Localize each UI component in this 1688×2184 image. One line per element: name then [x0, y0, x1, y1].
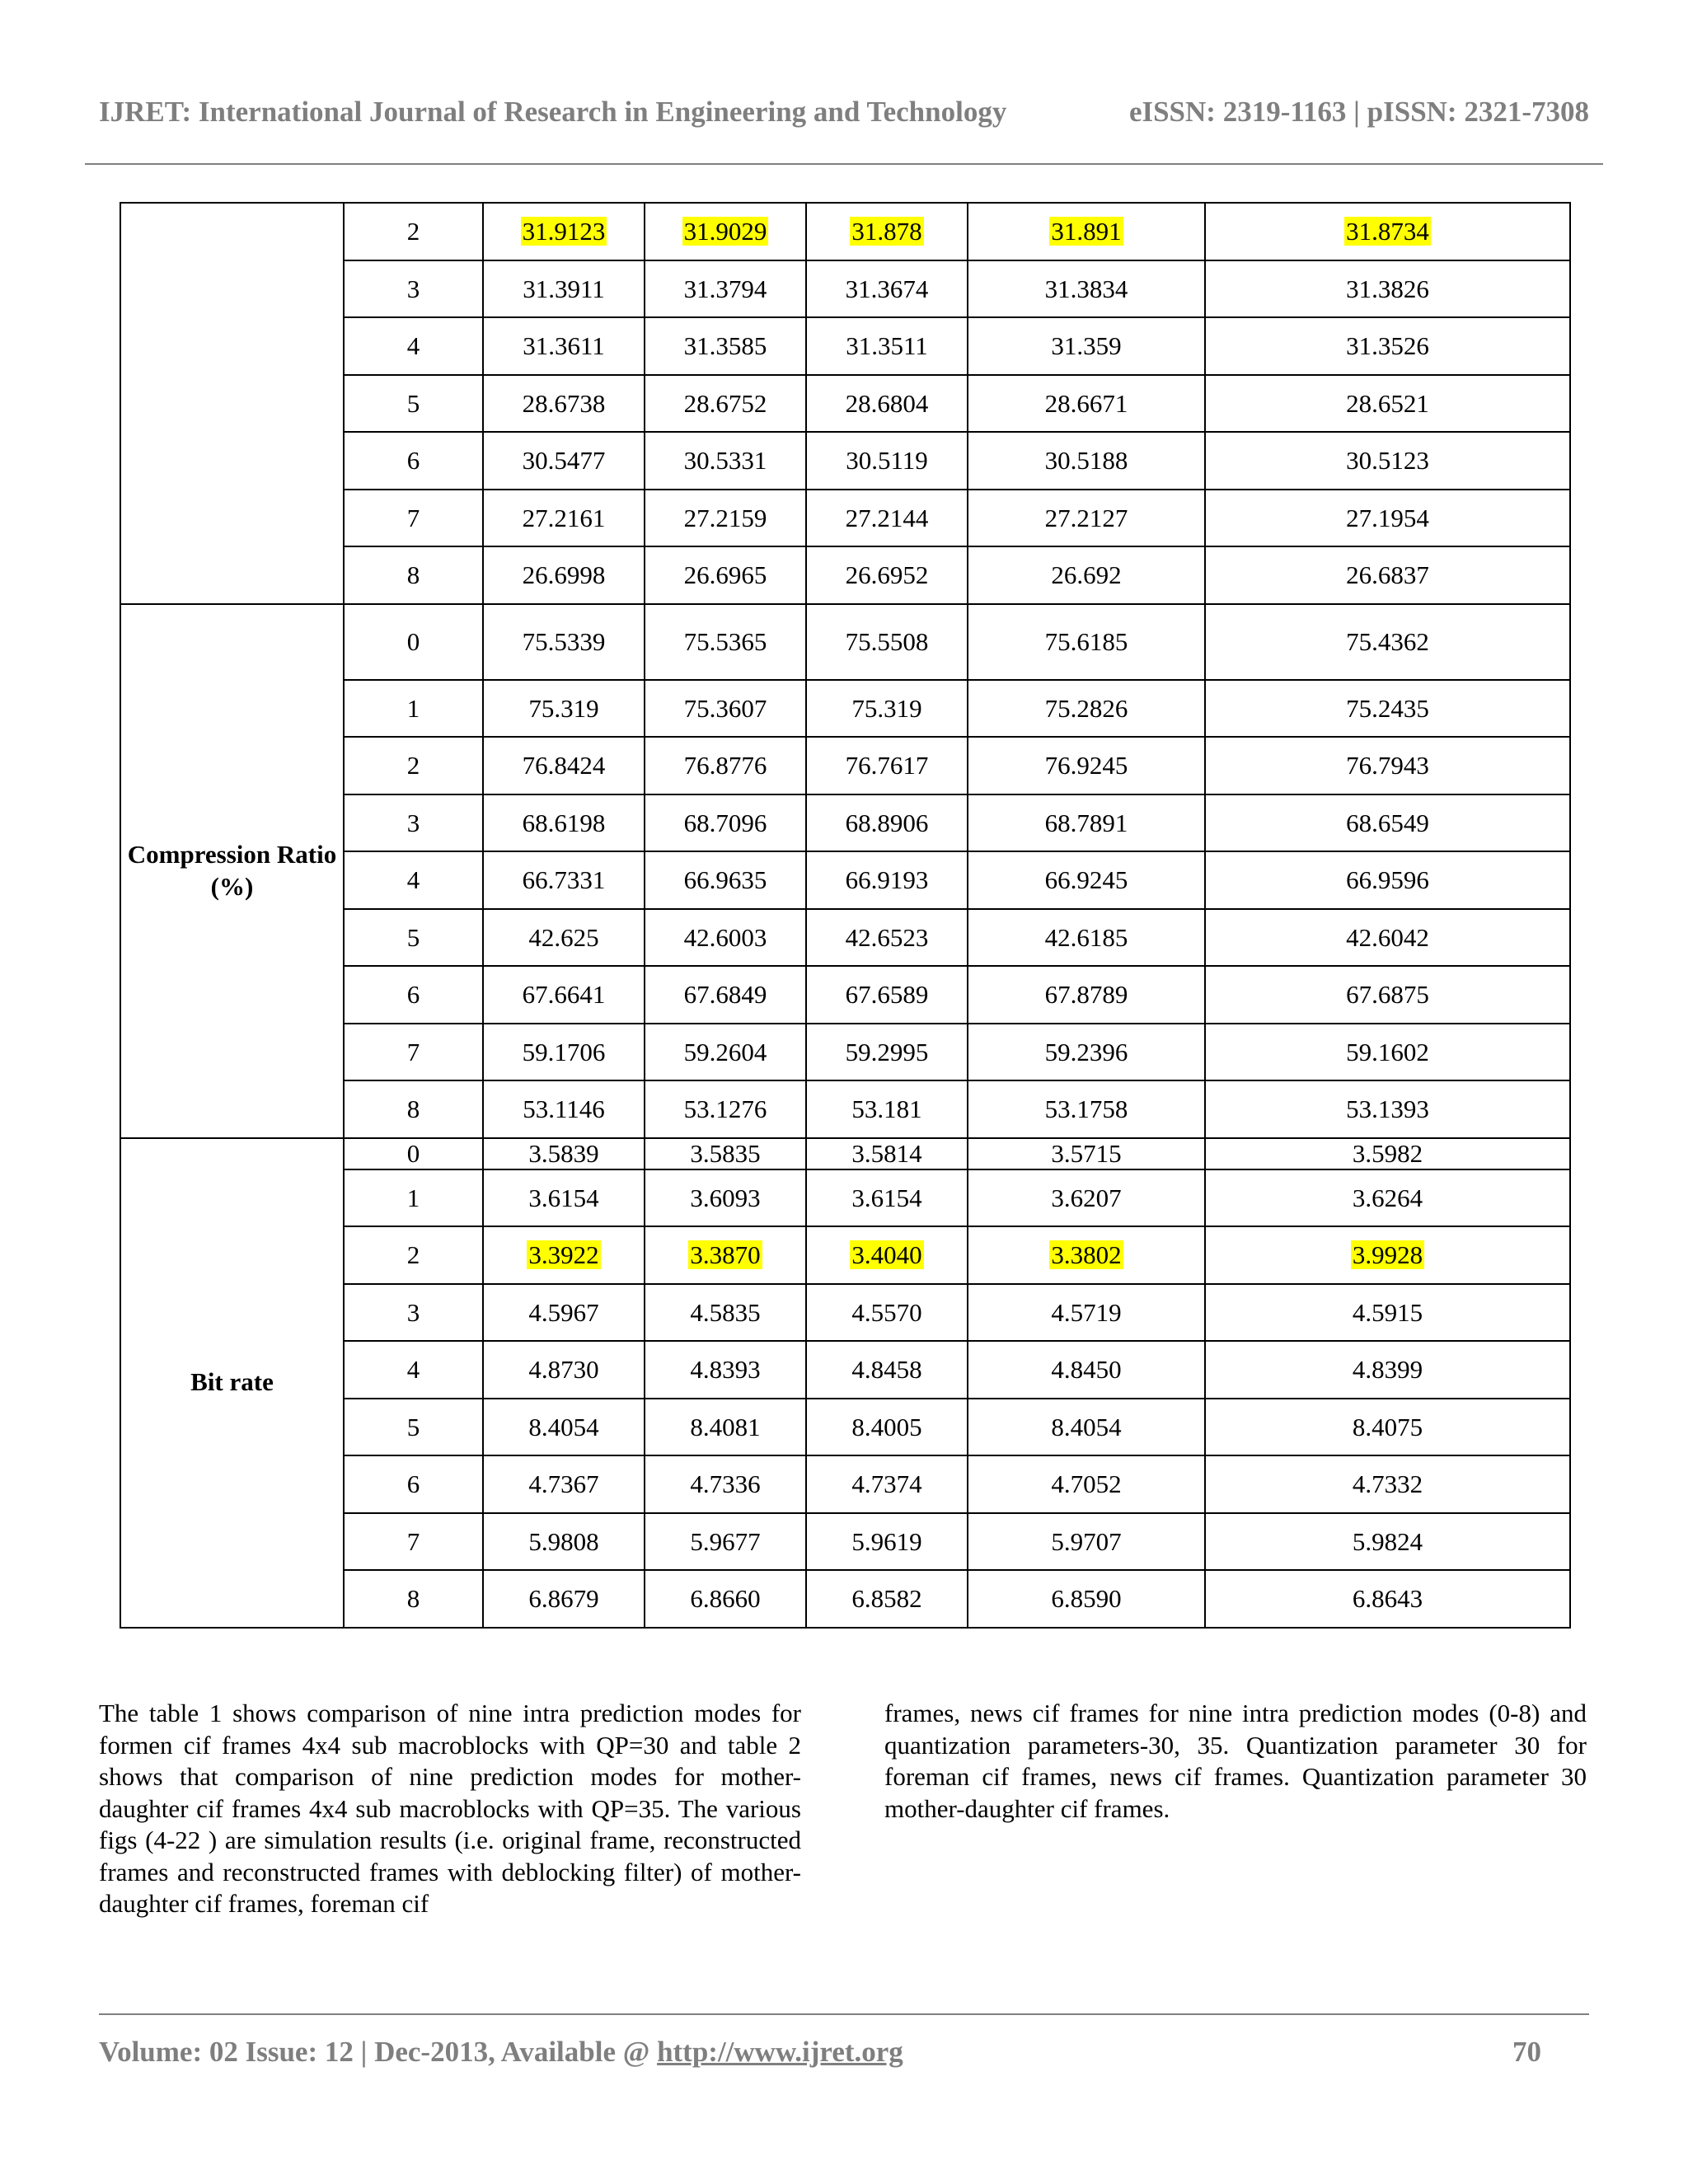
value-text: 4.7374 [851, 1469, 922, 1499]
value-cell [483, 1080, 645, 1138]
mode-cell: 3 [344, 794, 483, 852]
value-text: 75.2435 [1346, 693, 1429, 723]
value-text: 31.891 [1051, 217, 1122, 246]
value-text: 27.2127 [1044, 503, 1128, 532]
mode-cell: 4 [344, 317, 483, 375]
value-cell [968, 1080, 1205, 1138]
value-cell [806, 737, 968, 794]
value-text: 5.9808 [528, 1526, 599, 1556]
mode-cell: 2 [344, 1226, 483, 1284]
value-text: 30.5123 [1346, 446, 1429, 476]
mode-cell: 7 [344, 1024, 483, 1081]
value-text: 4.7332 [1352, 1469, 1423, 1499]
mode-cell: 3 [344, 1284, 483, 1342]
value-text: 26.6837 [1346, 560, 1429, 590]
value-cell [483, 490, 645, 547]
value-cell [806, 1513, 968, 1571]
value-text: 67.6849 [683, 980, 767, 1010]
value-cell [1205, 260, 1570, 318]
value-cell [483, 604, 645, 680]
value-cell [483, 1341, 645, 1399]
value-text: 28.6521 [1346, 388, 1429, 418]
value-cell [806, 203, 968, 260]
value-cell [645, 851, 806, 909]
value-cell [1205, 604, 1570, 680]
value-cell [806, 375, 968, 433]
value-text: 42.6042 [1346, 922, 1429, 952]
value-text: 76.8776 [683, 751, 767, 780]
value-cell [806, 1226, 968, 1284]
value-text: 67.6589 [845, 980, 929, 1010]
value-cell [968, 1455, 1205, 1513]
value-text: 66.9193 [845, 865, 929, 895]
value-cell [968, 1169, 1205, 1227]
value-cell [806, 490, 968, 547]
value-cell [645, 1080, 806, 1138]
value-cell [483, 1169, 645, 1227]
value-text: 3.5715 [1051, 1139, 1122, 1168]
value-cell [968, 432, 1205, 490]
value-text: 75.2826 [1044, 693, 1128, 723]
value-cell [645, 317, 806, 375]
value-cell [645, 1399, 806, 1456]
value-cell [1205, 1138, 1570, 1169]
value-cell [806, 1455, 968, 1513]
value-cell [1205, 1226, 1570, 1284]
results-table [120, 202, 1571, 1629]
mode-cell: 3 [344, 260, 483, 318]
value-text: 31.8734 [1346, 217, 1429, 246]
value-text: 31.3834 [1044, 274, 1128, 303]
mode-cell: 5 [344, 1399, 483, 1456]
value-text: 75.3607 [683, 693, 767, 723]
value-text: 31.3526 [1346, 331, 1429, 361]
value-cell [968, 490, 1205, 547]
body-text-right-column: frames, news cif frames for nine intra prediction modes (0-8) and quantization parameters-30, 35. Quantization parameter 30 for foreman cif frames, news cif frames. Quantization parameter 30 mother-daughter cif frames. [884, 1699, 1587, 1823]
mode-cell: 8 [344, 1080, 483, 1138]
value-text: 53.1758 [1044, 1094, 1128, 1124]
value-text: 31.9123 [522, 217, 606, 246]
value-cell [968, 1399, 1205, 1456]
parameter-cell: Bit rate [120, 1138, 344, 1628]
mode-cell: 4 [344, 1341, 483, 1399]
value-cell [968, 1341, 1205, 1399]
issn-info: eISSN: 2319-1163 | pISSN: 2321-7308 [1128, 96, 1589, 128]
value-text: 5.9707 [1051, 1526, 1122, 1556]
value-cell [1205, 1341, 1570, 1399]
value-cell [483, 851, 645, 909]
value-text: 3.5835 [690, 1139, 761, 1168]
value-cell [806, 1341, 968, 1399]
value-cell [645, 1169, 806, 1227]
value-text: 3.6154 [528, 1183, 599, 1212]
value-cell [645, 1138, 806, 1169]
value-text: 26.692 [1051, 560, 1122, 590]
value-cell [483, 1226, 645, 1284]
value-cell [806, 604, 968, 680]
value-cell [645, 909, 806, 967]
value-text: 3.3870 [690, 1240, 761, 1270]
value-cell [1205, 737, 1570, 794]
mode-cell: 1 [344, 1169, 483, 1227]
value-text: 4.5719 [1051, 1297, 1122, 1327]
value-cell [806, 794, 968, 852]
value-cell [483, 1455, 645, 1513]
value-text: 4.8399 [1352, 1355, 1423, 1385]
value-cell [806, 317, 968, 375]
value-text: 4.8393 [690, 1355, 761, 1385]
value-cell [968, 604, 1205, 680]
value-cell [1205, 1024, 1570, 1081]
value-text: 76.8424 [522, 751, 606, 780]
value-cell [1205, 1284, 1570, 1342]
value-text: 76.7943 [1346, 751, 1429, 780]
value-cell [1205, 490, 1570, 547]
value-cell [1205, 680, 1570, 738]
value-cell [645, 737, 806, 794]
value-cell [483, 909, 645, 967]
value-cell [806, 432, 968, 490]
value-text: 68.6549 [1346, 808, 1429, 837]
value-cell [968, 375, 1205, 433]
value-cell [645, 1024, 806, 1081]
value-text: 4.5915 [1352, 1297, 1423, 1327]
value-text: 67.8789 [1044, 980, 1128, 1010]
value-cell [483, 375, 645, 433]
value-text: 4.8450 [1051, 1355, 1122, 1385]
value-text: 31.878 [851, 217, 922, 246]
value-cell [645, 966, 806, 1024]
journal-link[interactable]: http://www.ijret.org [657, 2036, 903, 2068]
value-text: 6.8660 [690, 1584, 761, 1614]
value-cell [1205, 851, 1570, 909]
value-cell [645, 490, 806, 547]
value-text: 31.359 [1051, 331, 1122, 361]
value-cell [483, 260, 645, 318]
value-cell [968, 1024, 1205, 1081]
value-text: 75.6185 [1044, 627, 1128, 656]
mode-cell: 7 [344, 490, 483, 547]
value-cell [645, 1341, 806, 1399]
value-cell [968, 794, 1205, 852]
value-text: 31.3794 [683, 274, 767, 303]
value-cell [645, 794, 806, 852]
value-cell [483, 432, 645, 490]
mode-cell: 7 [344, 1513, 483, 1571]
value-cell [1205, 794, 1570, 852]
value-text: 6.8582 [851, 1584, 922, 1614]
value-cell [645, 432, 806, 490]
value-cell [806, 1284, 968, 1342]
value-text: 6.8643 [1352, 1584, 1423, 1614]
value-text: 28.6804 [845, 388, 929, 418]
value-text: 76.7617 [845, 751, 929, 780]
value-text: 26.6965 [683, 560, 767, 590]
mode-cell: 0 [344, 1138, 483, 1169]
value-cell [645, 1226, 806, 1284]
value-cell [645, 203, 806, 260]
mode-cell: 6 [344, 432, 483, 490]
value-cell [968, 1570, 1205, 1628]
value-cell [1205, 1169, 1570, 1227]
value-cell [806, 680, 968, 738]
value-text: 66.9245 [1044, 865, 1128, 895]
value-cell [483, 317, 645, 375]
value-cell [806, 909, 968, 967]
value-cell [968, 317, 1205, 375]
value-cell [1205, 966, 1570, 1024]
page-number: 70 [1512, 2036, 1541, 2068]
value-cell [1205, 1455, 1570, 1513]
value-text: 59.1602 [1346, 1037, 1429, 1066]
value-cell [1205, 1570, 1570, 1628]
value-text: 4.7052 [1051, 1469, 1122, 1499]
value-text: 31.3911 [523, 274, 605, 303]
value-cell [806, 1024, 968, 1081]
value-text: 42.6523 [845, 922, 929, 952]
value-cell [645, 1455, 806, 1513]
value-text: 6.8590 [1051, 1584, 1122, 1614]
value-cell [483, 680, 645, 738]
mode-cell: 8 [344, 1570, 483, 1628]
value-text: 75.4362 [1346, 627, 1429, 656]
value-cell [645, 546, 806, 604]
value-cell [806, 546, 968, 604]
value-text: 26.6998 [522, 560, 606, 590]
value-text: 8.4054 [528, 1412, 599, 1441]
value-cell [483, 1513, 645, 1571]
value-text: 53.181 [851, 1094, 922, 1124]
value-cell [968, 546, 1205, 604]
value-cell [1205, 909, 1570, 967]
mode-cell: 6 [344, 1455, 483, 1513]
value-cell [806, 1169, 968, 1227]
value-text: 59.1706 [522, 1037, 606, 1066]
body-text-left-column: The table 1 shows comparison of nine intra prediction modes for formen cif frames 4x4 sub macroblocks with QP=30 and table 2 shows that comparison of nine prediction modes for mother-daughter cif frames 4x4 sub macroblocks with QP=35. The various figs (4-22 ) are simulation results (i.e. original frame, reconstructed frames and reconstructed frames with deblocking filter) of mother-daughter cif frames, foreman cif [99, 1699, 801, 1918]
value-text: 8.4081 [690, 1412, 761, 1441]
value-text: 31.3511 [846, 331, 928, 361]
value-text: 31.3585 [683, 331, 767, 361]
value-text: 75.5339 [522, 627, 606, 656]
value-text: 75.319 [851, 693, 922, 723]
value-text: 30.5119 [846, 446, 928, 476]
value-text: 31.3674 [845, 274, 929, 303]
value-text: 31.3611 [523, 331, 605, 361]
value-text: 30.5477 [522, 446, 606, 476]
mode-cell: 2 [344, 203, 483, 260]
value-cell [645, 260, 806, 318]
value-cell [806, 260, 968, 318]
value-text: 27.2159 [683, 503, 767, 532]
value-text: 3.6264 [1352, 1183, 1423, 1212]
mode-cell: 2 [344, 737, 483, 794]
value-cell [483, 966, 645, 1024]
value-text: 66.7331 [522, 865, 606, 895]
page-header [99, 96, 1589, 145]
value-cell [645, 1284, 806, 1342]
value-cell [483, 1284, 645, 1342]
value-text: 67.6875 [1346, 980, 1429, 1010]
mode-cell: 1 [344, 680, 483, 738]
value-cell [806, 1080, 968, 1138]
value-text: 53.1146 [523, 1094, 605, 1124]
value-cell [483, 1024, 645, 1081]
value-text: 75.5365 [683, 627, 767, 656]
value-text: 8.4075 [1352, 1412, 1423, 1441]
value-text: 3.4040 [851, 1240, 922, 1270]
value-cell [968, 909, 1205, 967]
value-cell [968, 260, 1205, 318]
value-text: 4.7336 [690, 1469, 761, 1499]
value-cell [483, 1399, 645, 1456]
value-text: 31.3826 [1346, 274, 1429, 303]
value-text: 5.9677 [690, 1526, 761, 1556]
value-cell [483, 1138, 645, 1169]
value-text: 3.5982 [1352, 1139, 1423, 1168]
value-text: 68.7891 [1044, 808, 1128, 837]
value-cell [968, 1226, 1205, 1284]
value-cell [645, 375, 806, 433]
value-cell [968, 966, 1205, 1024]
value-text: 6.8679 [528, 1584, 599, 1614]
value-cell [806, 966, 968, 1024]
value-cell [806, 1138, 968, 1169]
value-cell [483, 794, 645, 852]
value-text: 42.625 [528, 922, 599, 952]
value-text: 53.1393 [1346, 1094, 1429, 1124]
value-text: 59.2396 [1044, 1037, 1128, 1066]
value-text: 8.4005 [851, 1412, 922, 1441]
value-text: 30.5188 [1044, 446, 1128, 476]
value-text: 28.6752 [683, 388, 767, 418]
value-text: 42.6185 [1044, 922, 1128, 952]
mode-cell: 6 [344, 966, 483, 1024]
value-cell [645, 1513, 806, 1571]
value-cell [1205, 375, 1570, 433]
value-text: 68.8906 [845, 808, 929, 837]
value-cell [1205, 1080, 1570, 1138]
value-text: 76.9245 [1044, 751, 1128, 780]
value-cell [968, 680, 1205, 738]
value-text: 27.1954 [1346, 503, 1429, 532]
value-cell [483, 1570, 645, 1628]
value-text: 4.7367 [528, 1469, 599, 1499]
value-text: 27.2161 [522, 503, 606, 532]
value-cell [806, 1570, 968, 1628]
value-cell [1205, 1399, 1570, 1456]
value-text: 3.5814 [851, 1139, 922, 1168]
value-text: 42.6003 [683, 922, 767, 952]
value-text: 4.8730 [528, 1355, 599, 1385]
value-cell [806, 851, 968, 909]
value-cell [968, 1284, 1205, 1342]
value-cell [483, 546, 645, 604]
page-footer [99, 2036, 1541, 2077]
value-text: 4.8458 [851, 1355, 922, 1385]
value-cell [1205, 203, 1570, 260]
value-text: 66.9635 [683, 865, 767, 895]
value-text: 3.3802 [1051, 1240, 1122, 1270]
value-text: 75.5508 [845, 627, 929, 656]
header-rule [85, 163, 1603, 165]
value-text: 4.5570 [851, 1297, 922, 1327]
value-cell [645, 680, 806, 738]
value-text: 3.6154 [851, 1183, 922, 1212]
value-text: 4.5967 [528, 1297, 599, 1327]
value-text: 5.9619 [851, 1526, 922, 1556]
value-cell [968, 737, 1205, 794]
table-row [120, 604, 1570, 680]
journal-title: IJRET: International Journal of Research in Engineering and Technology [99, 96, 1007, 128]
volume-info: Volume: 02 Issue: 12 | Dec-2013, Available @ [99, 2036, 658, 2068]
value-cell [968, 1513, 1205, 1571]
value-cell [968, 1138, 1205, 1169]
value-cell [645, 604, 806, 680]
value-cell [968, 203, 1205, 260]
value-text: 68.6198 [522, 808, 606, 837]
value-cell [645, 1570, 806, 1628]
value-text: 5.9824 [1352, 1526, 1423, 1556]
table-row [120, 1138, 1570, 1169]
value-text: 67.6641 [522, 980, 606, 1010]
value-text: 53.1276 [683, 1094, 767, 1124]
value-text: 68.7096 [683, 808, 767, 837]
footer-rule [99, 2013, 1589, 2015]
parameter-cell [120, 203, 344, 604]
parameter-cell: Compression Ratio (%) [120, 604, 344, 1138]
value-cell [968, 851, 1205, 909]
mode-cell: 8 [344, 546, 483, 604]
value-text: 3.3922 [528, 1240, 599, 1270]
mode-cell: 0 [344, 604, 483, 680]
value-text: 3.6093 [690, 1183, 761, 1212]
mode-cell: 5 [344, 909, 483, 967]
value-text: 28.6738 [522, 388, 606, 418]
value-text: 28.6671 [1044, 388, 1128, 418]
value-text: 3.9928 [1352, 1240, 1423, 1270]
value-cell [483, 737, 645, 794]
value-text: 3.5839 [528, 1139, 599, 1168]
mode-cell: 4 [344, 851, 483, 909]
value-cell [1205, 432, 1570, 490]
value-text: 66.9596 [1346, 865, 1429, 895]
value-text: 59.2995 [845, 1037, 929, 1066]
value-text: 30.5331 [683, 446, 767, 476]
value-text: 59.2604 [683, 1037, 767, 1066]
value-text: 3.6207 [1051, 1183, 1122, 1212]
value-cell [1205, 546, 1570, 604]
value-cell [483, 203, 645, 260]
value-text: 4.5835 [690, 1297, 761, 1327]
value-text: 8.4054 [1051, 1412, 1122, 1441]
table-row [120, 203, 1570, 260]
value-cell [806, 1399, 968, 1456]
value-cell [1205, 1513, 1570, 1571]
value-text: 26.6952 [845, 560, 929, 590]
value-text: 75.319 [528, 693, 599, 723]
value-cell [1205, 317, 1570, 375]
mode-cell: 5 [344, 375, 483, 433]
value-text: 27.2144 [845, 503, 929, 532]
value-text: 31.9029 [683, 217, 767, 246]
